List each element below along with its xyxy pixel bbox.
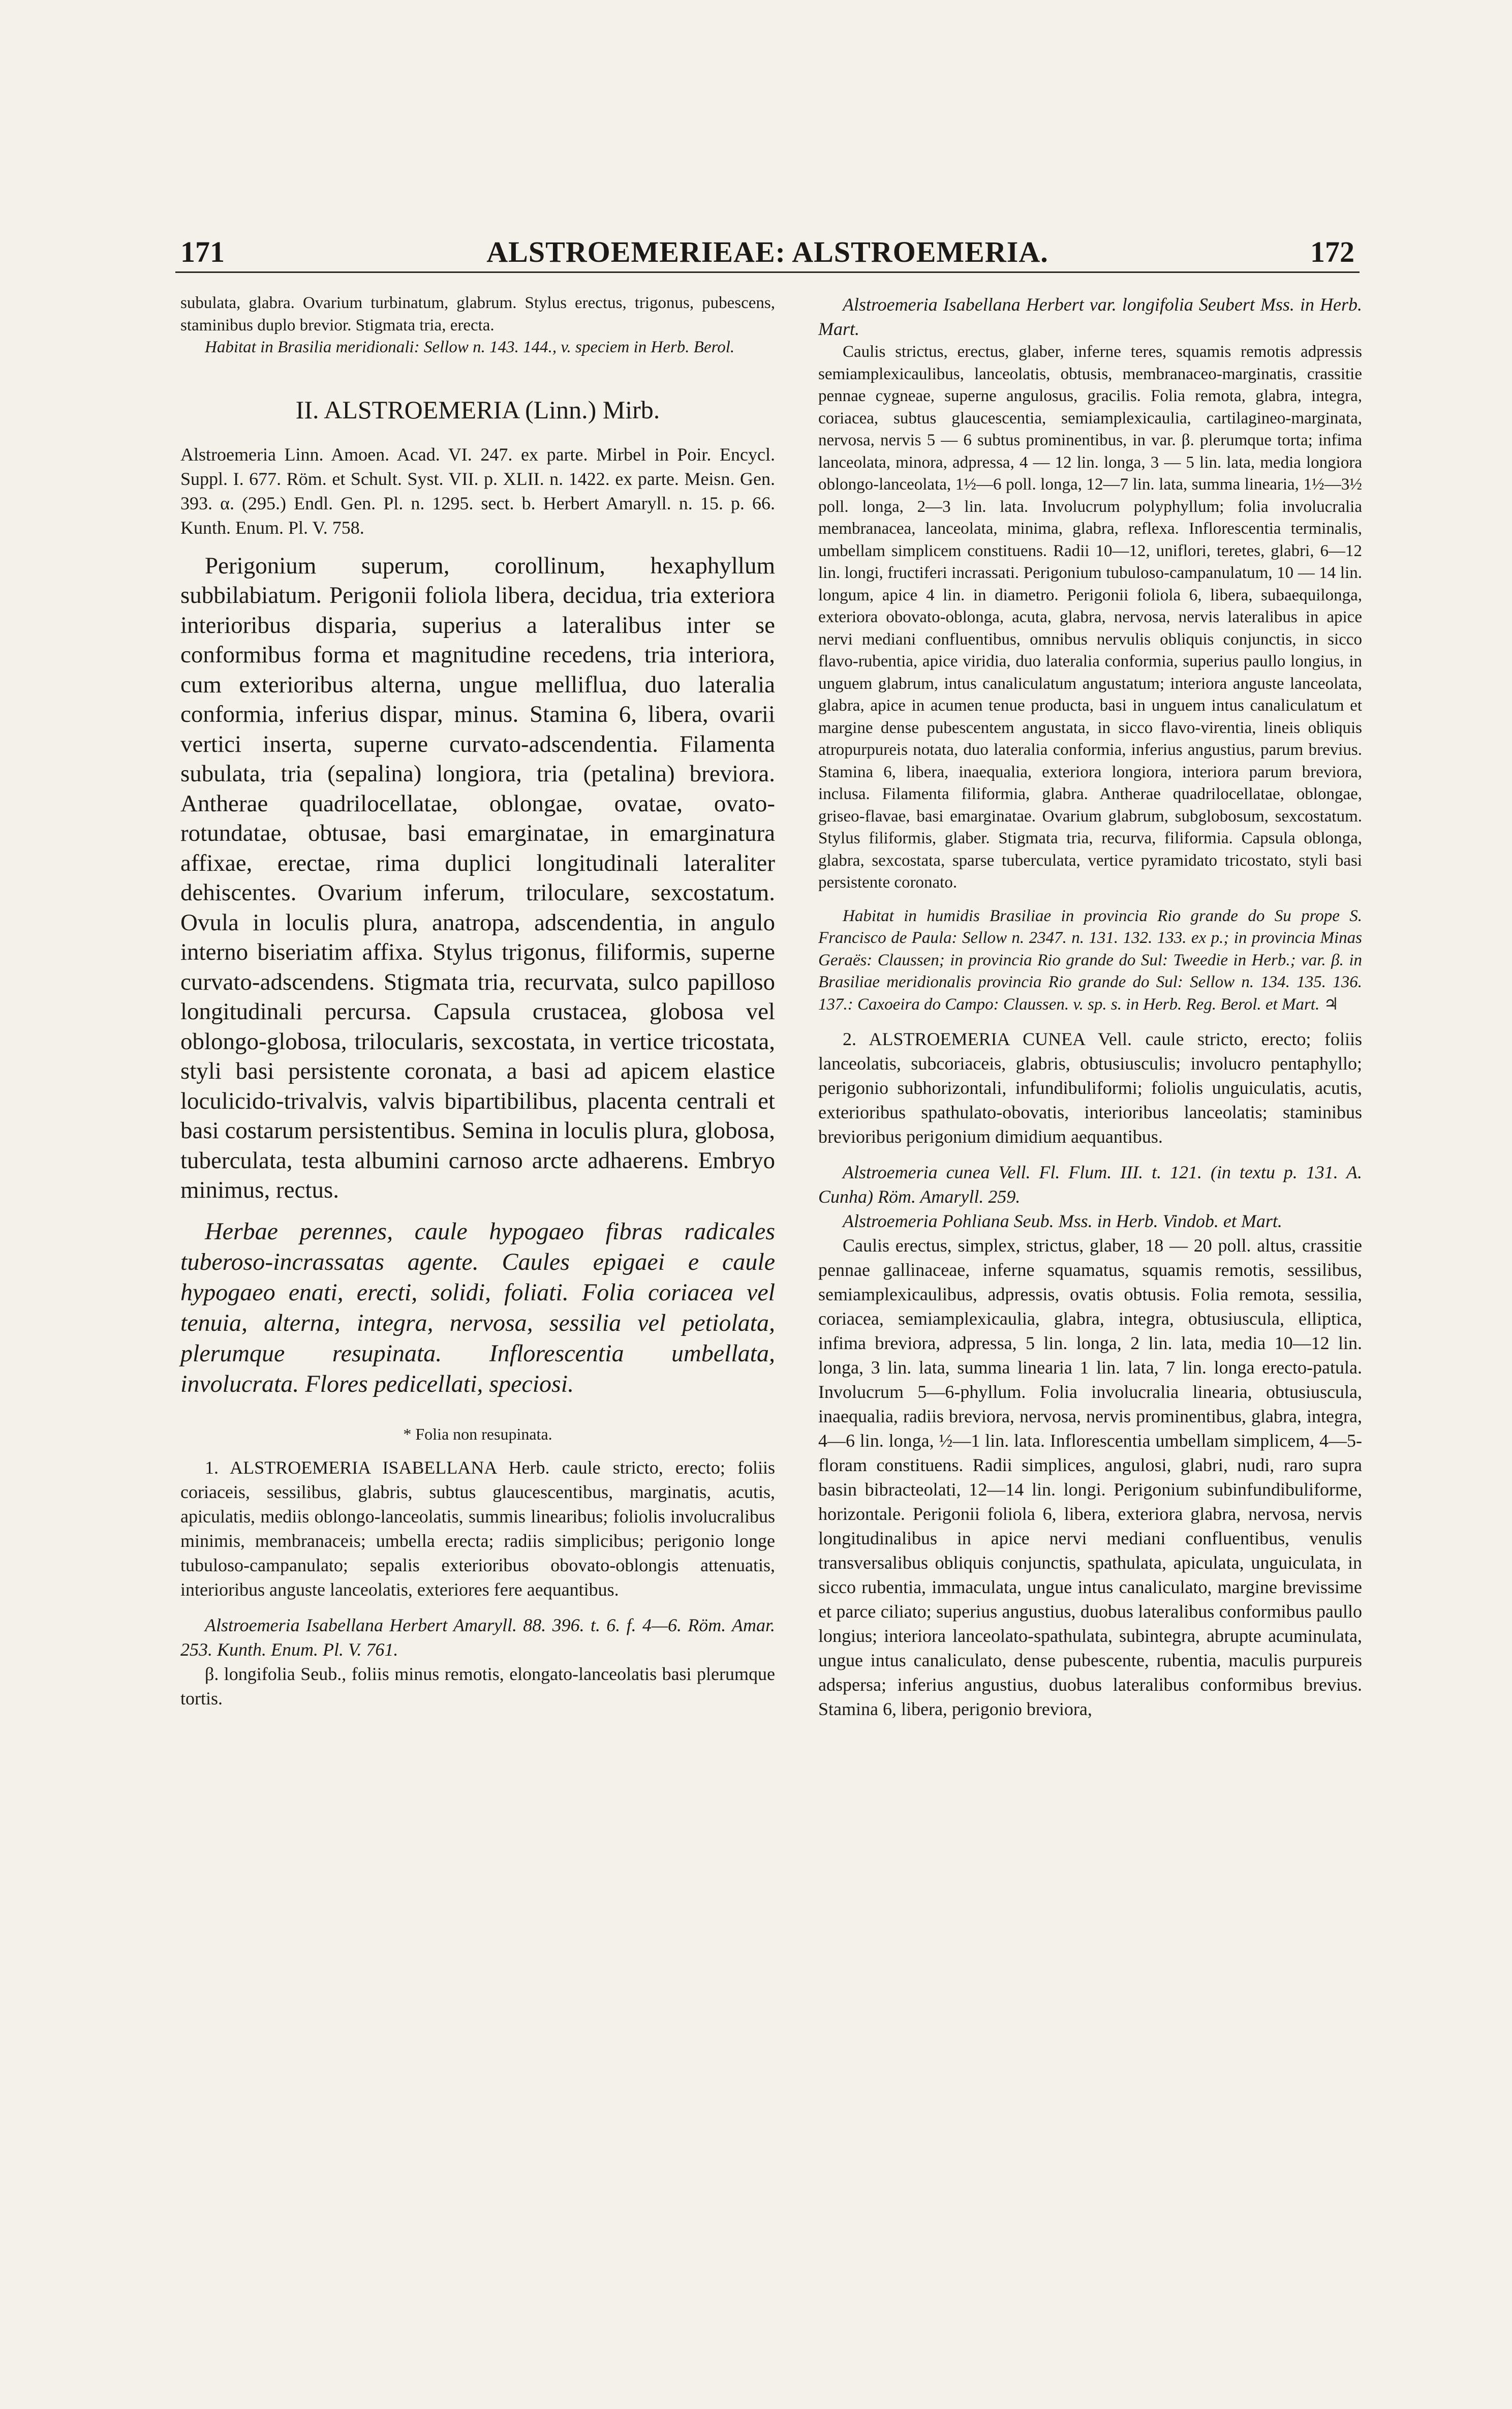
species-2-diagnosis: 2. ALSTROEMERIA CUNEA Vell. caule stricto, erecto; foliis lanceolatis, subcoriaceis, glabris, obtusiusculis; involucro pentaphyllo; perigonio subhorizontali, infundibuliformi; foliolis unguiculatis, acutis, exterioribus spathulato-obovatis, interioribus lanceolatis; staminibus brevioribus perigonium dimidium aequantibus. bbox=[818, 1029, 1362, 1147]
page-header bbox=[175, 235, 1360, 273]
species-2-synonym: Alstroemeria Pohliana Seub. Mss. in Herb. Vindob. et Mart. bbox=[843, 1211, 1282, 1231]
species-2-description: Caulis erectus, simplex, strictus, glaber, 18 — 20 poll. altus, crassitie pennae gallinaceae, inferne squamatus, squamis remotis, sessilibus, semiamplexicaulibus, adpressis, ovatis obtusis. Folia remota, sessilia, coriacea, semiamplexicaulia, glabra, integra, obtusiuscula, elliptica, infima breviora, adpressa, 5 lin. longa, 2 lin. lata, media 10—12 lin. longa, 3 lin. lata, summa linearia 1 lin. lata, 7 lin. longa erecto-patula. Involucrum 5—6-phyllum. Folia involucralia linearia, obtusiuscula, inaequalia, radiis breviora, nervosa, nervis prominentibus, glabra, integra, 4—6 lin. longa, ½—1 lin. lata. Inflorescentia umbellam simplicem, 4—5-floram constituens. Radii simplices, angulosi, glabri, nudi, raro supra basin bibracteolati, 12—14 lin. longi. Perigonium subinfundibuliforme, horizontale. Perigonii foliola 6, libera, exteriora glabra, nervosa, nervis longitudinalibus in apice nervi mediani confluentibus, venulis transversalibus obliquis conjunctis, spathulata, apiculata, unguiculata, in sicco rubentia, immaculata, ungue intus canaliculato, margine brevissime et parce ciliato; superius angustius, duobus lateralibus conformibus paullo longius; interiora lanceolato-spathulata, subintegra, abrupte acuminulata, ungue intus canaliculato, dense pubescente, rubentia, maculis purpureis adspersa; inferius angustius, duobus lateralibus conformibus brevius. Stamina 6, libera, perigonio breviora, bbox=[818, 1235, 1362, 1719]
genus-description: Perigonium superum, corollinum, hexaphyllum subbilabiatum. Perigonii foliola libera, decidua, tria exteriora interioribus disparia, superius a lateralibus inter se conformibus forma et magnitudine recedens, tria interiora, cum exterioribus alterna, ungue melliflua, duo lateralia conformia, inferius dispar, minus. Stamina 6, libera, ovarii vertici inserta, superne curvato-adscendentia. Filamenta subulata, tria (sepalina) longiora, tria (petalina) breviora. Antherae quadrilocellatae, oblongae, ovatae, ovato-rotundatae, obtusae, basi emarginatae, in emarginatura affixae, erectae, rima duplici longitudinali lateraliter dehiscentes. Ovarium inferum, triloculare, sexcostatum. Ovula in loculis plura, anatropa, adscendentia, in angulo interno biseriatim affixa. Stylus trigonus, filiformis, superne curvato-adscendens. Stigmata tria, recurvata, sulco papilloso longitudinali percursa. Capsula crustacea, globosa vel oblongo-globosa, trilocularis, sexcostata, in vertice tricostata, styli basi persistente coronata, a basi ad apicem elastice loculicido-trivalvis, valvis bipartibilibus, placenta centrali et basi costarum persistentibus. Semina in loculis plura, globosa, tuberculata, testa albumini carnoso arcte adhaerens. Embryo minimus, rectus. bbox=[180, 552, 775, 1203]
habitat-note: Habitat in Brasilia meridionali: Sellow n. 143. 144., v. speciem in Herb. Berol. bbox=[205, 338, 735, 356]
left-column bbox=[180, 292, 775, 1711]
species-1-diagnosis: 1. ALSTROEMERIA ISABELLANA Herb. caule stricto, erecto; foliis coriaceis, sessilibus, glabris, subtus glaucescentibus, marginatis, acutis, apiculatis, mediis oblongo-lanceolatis, summis linearibus; foliolis involucralibus minimis, membranaceis; umbella erecta; radiis simplicibus; perigonio longe tubuloso-campanulato; sepalis exterioribus obovato-oblongis attenuatis, interioribus anguste lanceolatis, exteriores fere aequantibus. bbox=[180, 1457, 775, 1600]
species-1-variety: β. longifolia Seub., foliis minus remotis, elongato-lanceolatis basi plerumque tortis. bbox=[180, 1663, 775, 1709]
section-note: * Folia non resupinata. bbox=[403, 1424, 552, 1443]
page-number-left: 171 bbox=[180, 235, 225, 268]
genus-habit: Herbae perennes, caule hypogaeo fibras radicales tuberoso-incrassatas agente. Caules epigaei e caule hypogaeo enati, erecti, solidi, foliati. Folia coriacea vel tenuia, alterna, integra, nervosa, sessilia vel petiolata, plerumque resupinata. Inflorescentia umbellata, involucrata. Flores pedicellati, speciosi. bbox=[180, 1217, 775, 1397]
running-title: ALSTROEMERIEAE: ALSTROEMERIA. bbox=[486, 235, 1048, 268]
genus-synonymy: Alstroemeria Linn. Amoen. Acad. VI. 247. ex parte. Mirbel in Poir. Encycl. Suppl. I. 677. Röm. et Schult. Syst. VII. p. XLII. n. 1422. ex parte. Meisn. Gen. 393. α. (295.) Endl. Gen. Pl. n. 1295. sect. b. Herbert Amaryll. n. 15. p. 66. Kunth. Enum. Pl. V. 758. bbox=[180, 444, 775, 538]
variety-description: Caulis strictus, erectus, glaber, inferne teres, squamis remotis adpressis semiamplexicaulibus, lanceolatis, obtusis, membranaceo-marginatis, crassitie pennae cygneae, superne angulosus, gracilis. Folia remota, glabra, integra, coriacea, subtus glaucescentia, semiamplexicaulia, cartilagineo-marginata, nervosa, nervis 5 — 6 subtus prominentibus, in var. β. plerumque torta; infima lanceolata, minora, adpressa, 4 — 12 lin. longa, 3 — 5 lin. lata, media longiora oblongo-lanceolata, 1½—6 poll. longa, 12—7 lin. lata, summa linearia, 1½—3½ poll. longa, 2—3 lin. lata. Involucrum polyphyllum; folia involucralia membranacea, lanceolata, minima, glabra, reflexa. Inflorescentia terminalis, umbellam simplicem constituens. Radii 10—12, uniflori, teretes, glabri, 6—12 lin. longi, fructiferi incrassati. Perigonium tubuloso-campanulatum, 10 — 14 lin. longum, apice 4 lin. in diametro. Perigonii foliola 6, libera, subaequilonga, exteriora obovato-oblonga, acuta, glabra, nervosa, nervis lateralibus in apice nervi mediani confluentibus, omnibus nervulis obliquis conjunctis, in sicco flavo-rubentia, apice viridia, duo lateralia conformia, superius paullo longius, in unguem glabrum, intus canaliculatum angustatum; interiora anguste lanceolata, glabra, apice in acumen tenue producta, basi in unguem intus canaliculatum et margine dense pubescentem angustata, in sicco flavo-virentia, lineis obliquis atropurpureis notata, duo lateralia conformia, inferius angustius, parum brevius. Stamina 6, libera, inaequalia, exteriora longiora, interiora parum breviora, inclusa. Filamenta filiformia, glabra. Antherae quadrilocellatae, oblongae, griseo-flavae, basi emarginatae. Ovarium glabrum, subglobosum, sexcostatum. Stylus filiformis, glaber. Stigmata tria, recurva, filiformia. Capsula oblonga, glabra, sexcostata, sparse tuberculata, vertice pyramidato tricostato, styli basi persistente coronato. bbox=[818, 343, 1362, 892]
variety-habitat: Habitat in humidis Brasiliae in provincia Rio grande do Su prope S. Francisco de Paula: Sellow n. 2347. n. 131. 132. 133. ex p.; in provincia Minas Geraës: Claussen; in provincia Rio grande do Sul: Tweedie in Herb.; var. β. in Brasiliae meridionalis provincia Rio grande do Sul: Sellow n. 134. 135. 136. 137.: Caxoeira do Campo: Claussen. v. sp. s. in Herb. Reg. Berol. et Mart. ♃ bbox=[818, 906, 1362, 1014]
variety-reference: Alstroemeria Isabellana Herbert var. longifolia Seubert Mss. in Herb. Mart. bbox=[818, 294, 1362, 339]
right-column bbox=[818, 292, 1362, 1721]
species-1-reference: Alstroemeria Isabellana Herbert Amaryll. 88. 396. t. 6. f. 4—6. Röm. Amar. 253. Kunth. Enum. Pl. V. 761. bbox=[180, 1614, 775, 1660]
page-number-right: 172 bbox=[1310, 235, 1354, 268]
species-2-reference: Alstroemeria cunea Vell. Fl. Flum. III. t. 121. (in textu p. 131. A. Cunha) Röm. Amaryll. 259. bbox=[818, 1162, 1362, 1207]
continued-description: subulata, glabra. Ovarium turbinatum, glabrum. Stylus erectus, trigonus, pubescens, staminibus duplo brevior. Stigmata tria, erecta. bbox=[180, 294, 775, 334]
genus-heading: II. ALSTROEMERIA (Linn.) Mirb. bbox=[295, 395, 660, 424]
